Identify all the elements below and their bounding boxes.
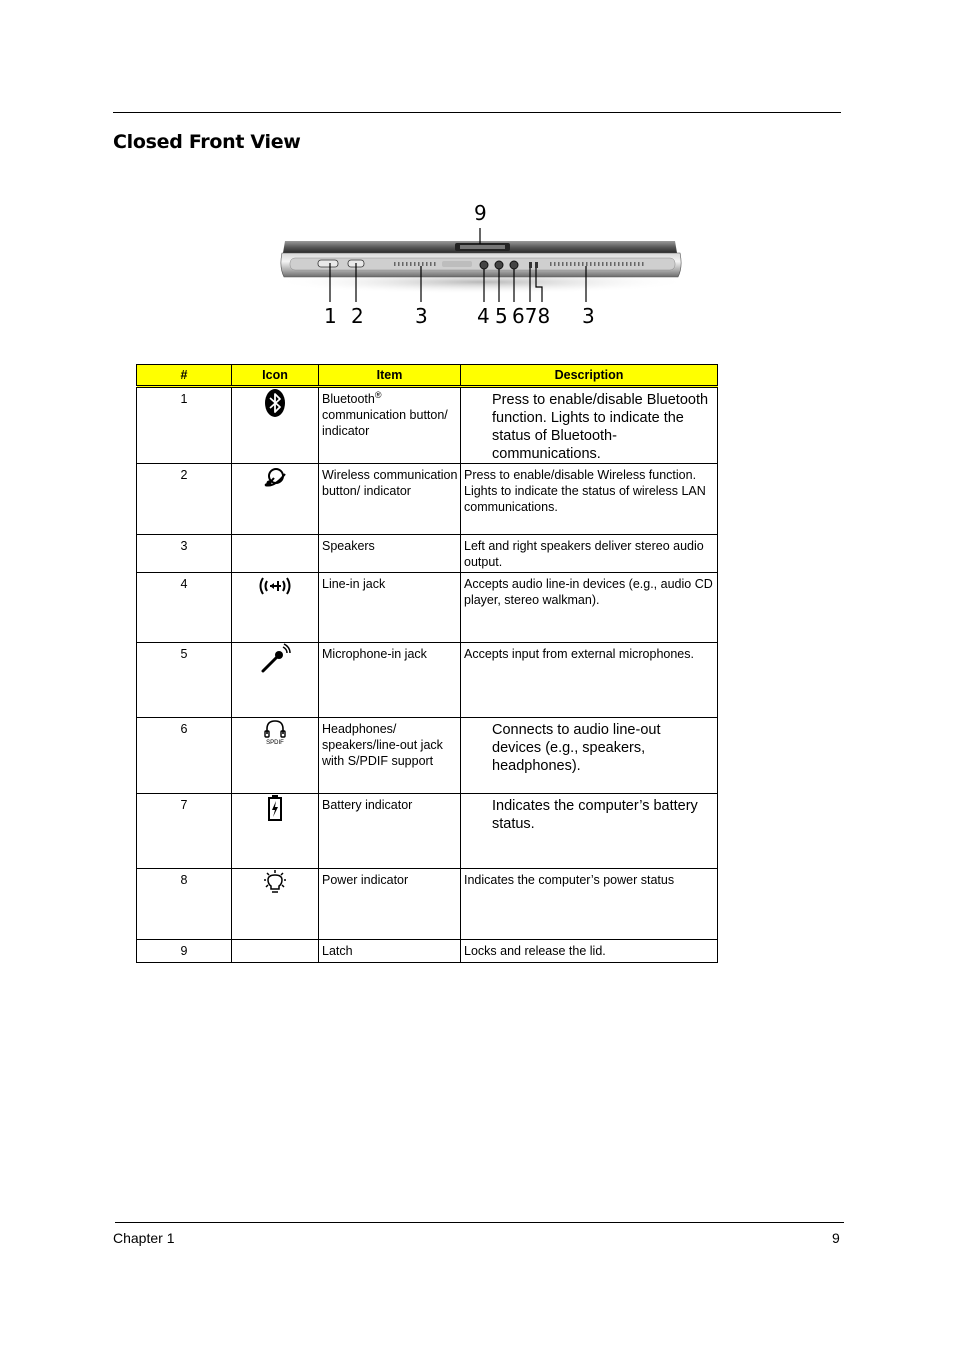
row-description: Left and right speakers deliver stereo audio output.: [461, 535, 718, 573]
header-icon: Icon: [232, 365, 319, 387]
callout-678: 678: [512, 304, 551, 328]
page-heading: Closed Front View: [113, 131, 301, 153]
header-item: Item: [319, 365, 461, 387]
row-number: 4: [137, 573, 232, 643]
battery-led: [529, 262, 532, 268]
footer-rule: [115, 1222, 844, 1223]
row-item: Speakers: [319, 535, 461, 573]
table-header-row: [137, 365, 718, 387]
callout-3-right: 3: [582, 304, 595, 328]
top-rule: [113, 112, 841, 113]
row-description: Indicates the computer’s power status: [461, 869, 718, 940]
row-item: Power indicator: [319, 869, 461, 940]
row-item-rest: communication button/ indicator: [322, 408, 448, 438]
bluetooth-icon: [263, 388, 287, 418]
row-item: Latch: [319, 940, 461, 963]
table-row: [137, 643, 718, 718]
callout-3-left: 3: [415, 304, 428, 328]
power-led: [535, 262, 538, 268]
row-item: Microphone-in jack: [319, 643, 461, 718]
table-row: [137, 535, 718, 573]
row-item: Battery indicator: [319, 794, 461, 869]
row-description: Connects to audio line-out devices (e.g., speakers, headphones).: [461, 718, 718, 794]
row-description: Indicates the computer’s battery status.: [461, 794, 718, 869]
callout-5: 5: [495, 304, 508, 328]
bluetooth-button: [318, 260, 338, 267]
row-description: Accepts input from external microphones.: [461, 643, 718, 718]
table-row: [137, 794, 718, 869]
table-row: [137, 718, 718, 794]
spdif-label: SPDIF: [266, 740, 284, 746]
row-number: 3: [137, 535, 232, 573]
battery-icon: [267, 794, 283, 822]
callout-4: 4: [477, 304, 490, 328]
table-row: [137, 869, 718, 940]
row-item: Wireless communication button/ indicator: [319, 464, 461, 535]
row-icon-empty: [232, 940, 319, 963]
row-number: 2: [137, 464, 232, 535]
callout-1: 1: [324, 304, 337, 328]
row-item: Bluetooth: [322, 392, 375, 406]
callout-9: 9: [474, 201, 487, 225]
row-description: Locks and release the lid.: [461, 940, 718, 963]
row-description: Accepts audio line-in devices (e.g., audio CD player, stereo walkman).: [461, 573, 718, 643]
table-row: [137, 940, 718, 963]
row-number: 8: [137, 869, 232, 940]
callout-2: 2: [351, 304, 364, 328]
laptop-front-svg: [270, 195, 695, 335]
row-number: 7: [137, 794, 232, 869]
component-table: [136, 364, 718, 963]
footer-chapter: Chapter 1: [113, 1230, 175, 1246]
power-light-icon: [261, 869, 289, 897]
line-in-icon: [257, 573, 293, 599]
header-description: Description: [461, 365, 718, 387]
row-icon-empty: [232, 535, 319, 573]
row-number: 5: [137, 643, 232, 718]
line-in-jack: [480, 261, 488, 269]
table-row: [137, 464, 718, 535]
row-description: Press to enable/disable Wireless function. Lights to indicate the status of wireless LAN communications.: [461, 464, 718, 535]
headphone-jack: [510, 261, 518, 269]
row-item: Line-in jack: [319, 573, 461, 643]
row-item: Headphones/ speakers/line-out jack with S/PDIF support: [319, 718, 461, 794]
headphones-icon: [262, 718, 288, 746]
row-number: 9: [137, 940, 232, 963]
row-number: 6: [137, 718, 232, 794]
table-row: [137, 387, 718, 464]
microphone-icon: [259, 643, 291, 675]
wireless-icon: [262, 464, 288, 490]
header-number: #: [137, 365, 232, 387]
footer-page-number: 9: [832, 1230, 840, 1246]
row-number: 1: [137, 387, 232, 464]
registered-mark: ®: [374, 389, 382, 400]
table-row: [137, 573, 718, 643]
row-description: Press to enable/disable Bluetooth function. Lights to indicate the status of Bluetooth-communications.: [461, 387, 718, 464]
microphone-jack: [495, 261, 503, 269]
laptop-front-illustration: [270, 195, 695, 335]
